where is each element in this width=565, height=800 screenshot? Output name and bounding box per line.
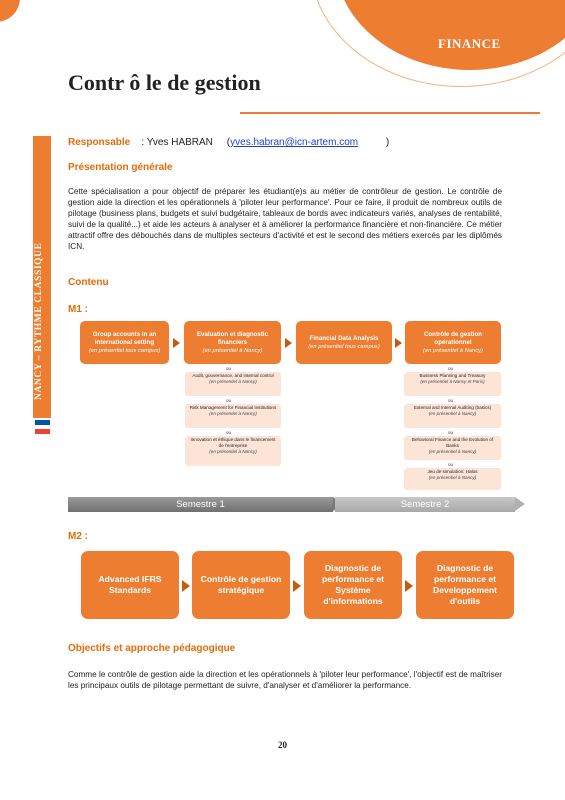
m1-option-box	[404, 404, 501, 428]
m1-course-box	[184, 321, 281, 364]
objectifs-heading: Objectifs et approche pédagogique	[68, 643, 236, 654]
option-title: Jeu de simulation: Halos	[427, 469, 478, 474]
option-campus: (en présentiel à Nancy)	[209, 411, 257, 416]
flow-arrow-icon	[173, 338, 180, 348]
flow-arrow-icon	[293, 580, 301, 592]
corner-decoration-circle	[0, 0, 20, 22]
m1-course-title: Group accounts in an international setting	[92, 330, 157, 346]
m1-option-box	[185, 372, 281, 396]
m1-course-campus: (en présentiel tous campus)	[308, 343, 380, 350]
france-flag-icon	[35, 420, 50, 434]
m2-label: M2 :	[68, 531, 88, 542]
m1-option-box	[404, 436, 501, 460]
presentation-paragraph: Cette spécialisation a pour objectif de préparer les étudiant(e)s au métier de contrôleur de gestion. Le contrôle de gestion aide la direction et les opérationnels à 'piloter leur performance'. Pour ce faire, il produit de nombreux outils de pilotage (business plans, budgets et suivi budgétaire, tableaux de bords avec indicateurs variés, analyses de rentabilité, suivi de la qualité...) et aide les acteurs à analyser et à améliorer la performance financière et non-financière. Ce métier attractif offre des débouchés dans de multiples secteurs d'activité et est le second des métiers exercés par les diplômés ICN.	[68, 187, 502, 251]
m1-course-title: Contrôle de gestion opérationnel	[423, 330, 483, 346]
m1-course-title: Evaluation et diagnostic financiers	[196, 330, 269, 346]
m1-course-title: Financial Data Analysis	[309, 334, 379, 342]
m1-course-box	[296, 321, 392, 364]
option-title: Behavioral Finance and the Evolution of Banks	[411, 437, 494, 448]
m1-course-box	[405, 321, 501, 364]
responsable-label: Responsable	[68, 137, 131, 148]
sidebar-label: NANCY – RYTHME CLASSIQUE	[34, 242, 44, 400]
m2-course-box: Contrôle de gestion stratégique	[192, 551, 290, 619]
ou-label: ou	[226, 398, 232, 403]
semester-2-bar: Semestre 2	[335, 497, 515, 512]
page-number: 20	[278, 740, 287, 750]
flow-arrow-icon	[395, 338, 402, 348]
option-title: Business Planning and Treasury	[419, 373, 486, 378]
option-campus: (en présentiel à Nancy)	[428, 411, 477, 416]
option-campus: (en présentiel à Nancy)	[209, 379, 257, 384]
presentation-heading: Présentation générale	[68, 162, 173, 173]
m1-course-campus: (en présentiel tous campus)	[88, 347, 161, 354]
ou-label: ou	[448, 462, 454, 467]
ou-label: ou	[448, 398, 454, 403]
m1-option-box	[185, 436, 281, 466]
option-campus: (en présentiel à Nancy)	[428, 475, 477, 480]
section-tag: FINANCE	[438, 36, 501, 51]
objectifs-paragraph: Comme le contrôle de gestion aide la direction et les opérationnels à 'piloter leur performance', l'objectif est de maîtriser les principaux outils de pilotage permettant de suivre, d'analyser et d'améliorer la performance.	[68, 670, 502, 690]
option-campus: (en présentiel à Nancy)	[428, 449, 477, 454]
ou-label: ou	[448, 366, 454, 371]
semester-2-arrow-icon	[515, 497, 525, 511]
m1-course-campus: (en présentiel à Nancy)	[202, 347, 263, 354]
m2-course-box: Diagnostic de performance et Système d'informations	[304, 551, 402, 619]
page-title: Contr ô le de gestion	[68, 70, 261, 95]
option-campus: (en présentiel à Nancy et Paris)	[420, 379, 485, 384]
ou-label: ou	[226, 430, 232, 435]
responsable-email-link[interactable]: yves.habran@icn-artem.com	[230, 137, 359, 148]
option-campus: (en présentiel à Nancy)	[209, 449, 257, 454]
m1-course-campus: (en présentiel à Nancy)	[423, 347, 483, 354]
flow-arrow-icon	[182, 580, 190, 592]
m1-option-box	[404, 372, 501, 396]
m1-option-box	[404, 468, 501, 490]
responsable-line: Responsable : Yves HABRAN (yves.habran@icn-artem.com )	[68, 137, 390, 148]
m1-course-box	[80, 321, 169, 364]
semester-1-bar: Semestre 1	[68, 497, 333, 512]
m1-label: M1 :	[68, 304, 88, 315]
option-title: Innovation et éthique dans le financement de l'entreprise	[190, 437, 276, 448]
m2-course-box: Diagnostic de performance et Developpement d'outils	[416, 551, 514, 619]
flow-arrow-icon	[405, 580, 413, 592]
title-rule	[240, 112, 540, 114]
responsable-colon: :	[141, 137, 145, 148]
m2-course-box: Advanced IFRS Standards	[81, 551, 179, 619]
option-title: External and Internal Auditing (basics)	[413, 405, 492, 410]
responsable-name: Yves HABRAN	[146, 137, 213, 148]
m1-option-box	[185, 404, 281, 428]
contenu-heading: Contenu	[68, 277, 109, 288]
ou-label: ou	[226, 366, 232, 371]
option-title: Audit, gouvernance, and internal control	[192, 373, 274, 378]
flow-arrow-icon	[285, 338, 292, 348]
option-title: Risk Management for Financial Institutions	[189, 405, 277, 410]
ou-label: ou	[448, 430, 454, 435]
